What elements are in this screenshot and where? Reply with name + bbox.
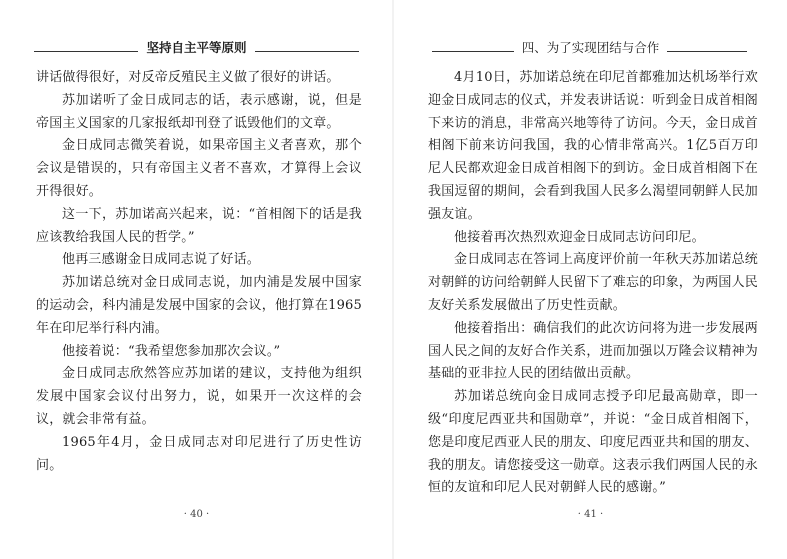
running-header-left (0, 38, 393, 60)
paragraph: 金日成同志在答词上高度评价前一年秋天苏加诺总统对朝鲜的访问给朝鲜人民留下了难忘的印象，为两国人民友好关系发展做出了历史性贡献。 (428, 252, 759, 313)
paragraph: 苏加诺总统向金日成同志授予印尼最高勋章，即一级“印度尼西亚共和国勋章”，并说：“金日成首相阁下，您是印度尼西亚人民的朋友、印度尼西亚共和国的朋友、我的朋友。请您接受这一勋章。这表示我们两国人民的永恒的友谊和印尼人民对朝鲜人民的感谢。” (428, 389, 759, 496)
paragraph: 他接着指出：确信我们的此次访问将为进一步发展两国人民之间的友好合作关系，进而加强以万隆会议精神为基础的亚非拉人民的团结做出贡献。 (428, 320, 759, 382)
paragraph: 他接着说：“我希望您参加那次会议。” (62, 343, 281, 359)
paragraph: 金日成同志欣然答应苏加诺的建议，支持他为组织发展中国家会议付出努力，说，如果开一次这样的会议，就会非常有益。 (36, 366, 362, 427)
section-title: 四、为了实现团结与合作 (514, 40, 668, 55)
body-text-left (36, 67, 362, 477)
paragraph: 他再三感谢金日成同志说了好话。 (62, 252, 261, 268)
right-page (394, 0, 787, 559)
chapter-title: 坚持自主平等原则 (138, 40, 254, 55)
body-text-right (428, 67, 758, 500)
paragraph: 1965年4月，金日成同志对印尼进行了历史性访问。 (36, 434, 362, 473)
page-number: · 40 · (183, 509, 210, 520)
running-header-right (394, 38, 787, 60)
paragraph: 金日成同志微笑着说，如果帝国主义者喜欢，那个会议是错误的，只有帝国主义者不喜欢，才算得上会议开得很好。 (36, 138, 362, 199)
paragraph: 他接着再次热烈欢迎金日成同志访问印尼。 (454, 229, 705, 245)
paragraph: 这一下，苏加诺高兴起来，说：“首相阁下的话是我应该教给我国人民的哲学。” (36, 206, 362, 245)
paragraph: 讲话做得很好，对反帝反殖民主义做了很好的讲话。 (36, 70, 340, 85)
paragraph: 苏加诺总统对金日成同志说，加内浦是发展中国家的运动会，科内浦是发展中国家的会议，他打算在1965年在印尼举行科内浦。 (36, 275, 362, 336)
left-page (0, 0, 393, 559)
paragraph: 苏加诺听了金日成同志的话，表示感谢，说，但是帝国主义国家的几家报纸却刊登了诋毁他们的文章。 (36, 92, 362, 131)
paragraph: 4月10日，苏加诺总统在印尼首都雅加达机场举行欢迎金日成同志的仪式，并发表讲话说：听到金日成首相阁下来访的消息，非常高兴地等待了访问。今天，金日成首相阁下前来访问我国，我的心情非常高兴。1亿5百万印尼人民都欢迎金日成首相阁下的到访。金日成首相阁下在我国逗留的期间，会看到我国人民多么渴望同朝鲜人民加强友谊。 (428, 70, 759, 222)
page-number: · 41 · (577, 509, 604, 520)
